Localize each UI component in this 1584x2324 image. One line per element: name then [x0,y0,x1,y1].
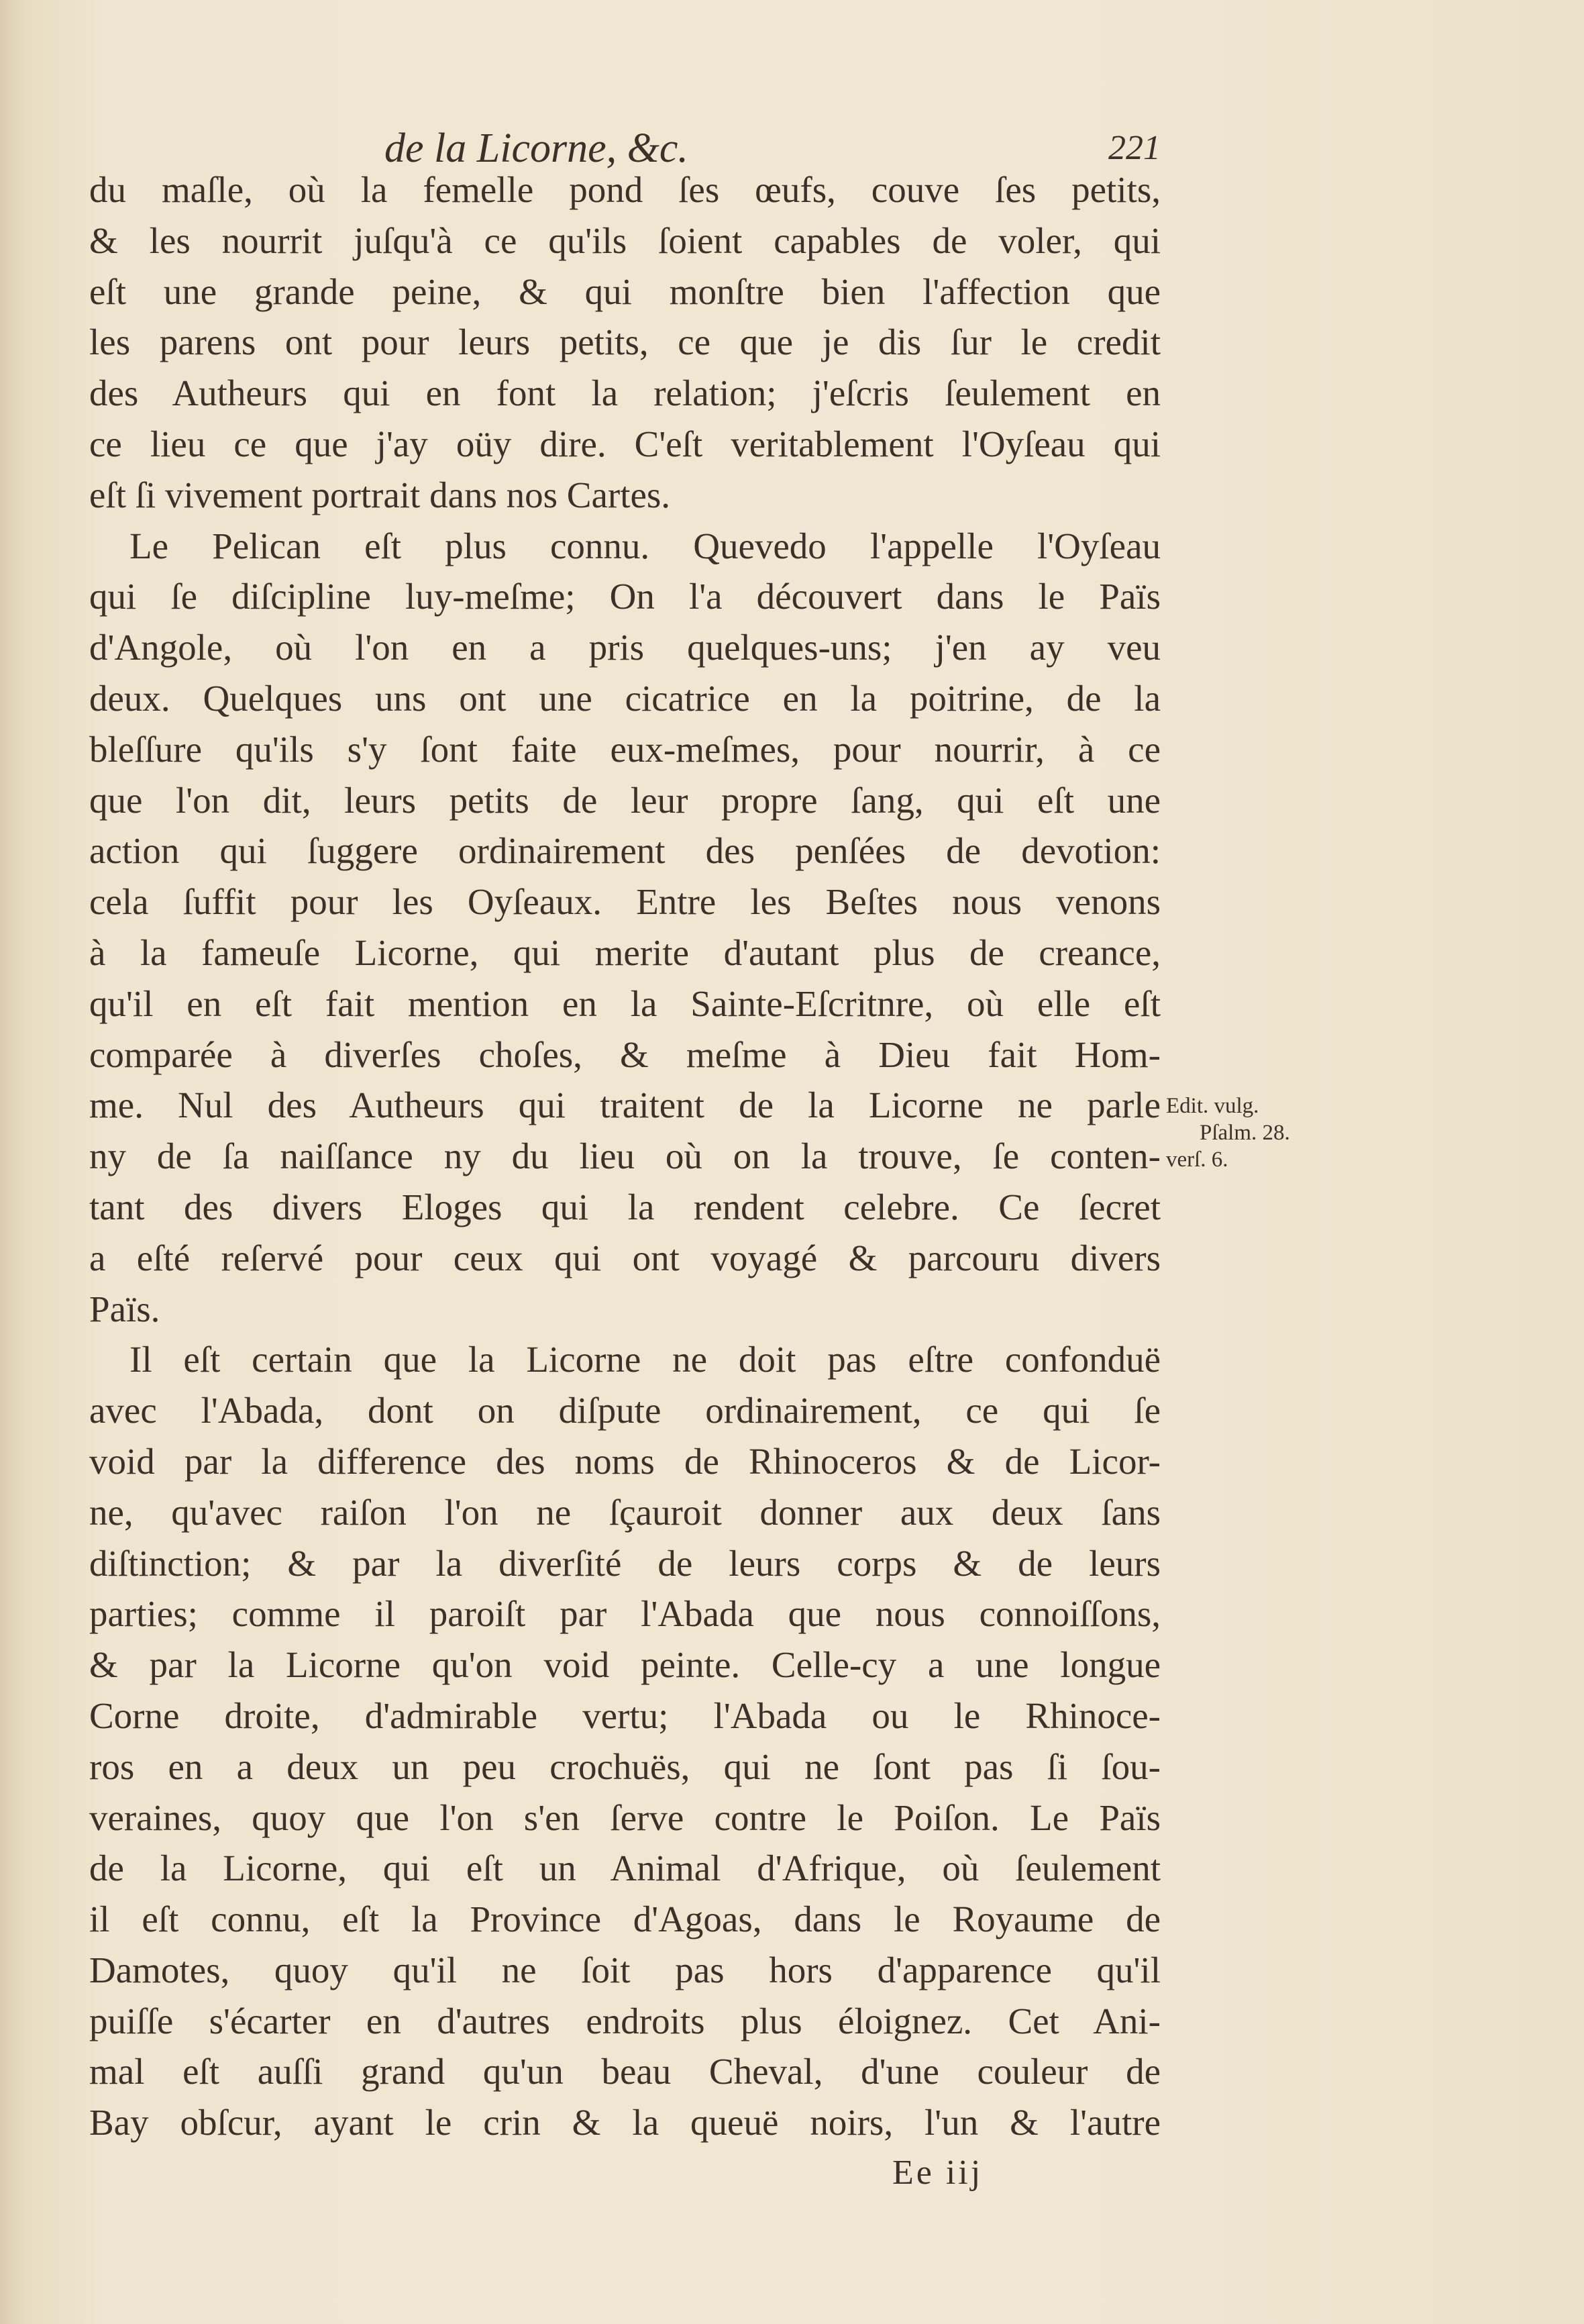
text-line: action qui ſuggere ordinairement des penſées de devotion: [89,830,1161,872]
text-line: Damotes, quoy qu'il ne ſoit pas hors d'apparence qu'il [89,1949,1161,1990]
text-line: bleſſure qu'ils s'y ſont faite eux-meſmes, pour nourrir, à ce [89,728,1161,770]
text-line: mal eſt auſſi grand qu'un beau Cheval, d'une couleur de [89,2051,1161,2092]
text-line: des Autheurs qui en font la relation; j'eſcris ſeulement en [89,372,1161,414]
text-line: diſtinction; & par la diverſité de leurs corps & de leurs [89,1542,1161,1584]
text-line: void par la difference des noms de Rhinoceros & de Licor- [89,1440,1161,1482]
text-line: & les nourrit juſqu'à ce qu'ils ſoient capables de voler, qui [89,219,1161,261]
text-line: il eſt connu, eſt la Province d'Agoas, dans le Royaume de [89,1899,1161,1940]
text-line: eſt ſi vivement portrait dans nos Cartes. [89,474,671,515]
text-line: qui ſe diſcipline luy-meſme; On l'a découvert dans le Païs [89,576,1161,617]
margin-note [1166,1093,1314,1173]
text-line: veraines, quoy que l'on s'en ſerve contre le Poiſon. Le Païs [89,1797,1161,1838]
margin-note-line: Edit. vulg. [1166,1094,1259,1118]
text-line: avec l'Abada, dont on diſpute ordinairement, ce qui ſe [89,1390,1161,1431]
signature-mark: Ee iij [892,2154,984,2192]
text-line: Il eſt certain que la Licorne ne doit pas eſtre confonduë [129,1339,1161,1380]
text-line: qu'il en eſt fait mention en la Sainte-Eſcritnre, où elle eſt [89,982,1161,1024]
text-line: du maſle, où la femelle pond ſes œufs, couve ſes petits, [89,169,1161,210]
text-line: tant des divers Eloges qui la rendent celebre. Ce ſecret [89,1186,1161,1227]
body-text [89,164,1161,2148]
text-line: & par la Licorne qu'on void peinte. Celle-cy a une longue [89,1644,1161,1686]
text-line: les parens ont pour leurs petits, ce que je dis ſur le credit [89,321,1161,363]
margin-note-line: verſ. 6. [1166,1148,1228,1172]
text-line: me. Nul des Autheurs qui traitent de la Licorne ne parle [89,1084,1161,1126]
page-number: 221 [1108,129,1161,167]
text-line: de la Licorne, qui eſt un Animal d'Afrique, où ſeulement [89,1848,1161,1889]
text-line: ce lieu ce que j'ay oüy dire. C'eſt veritablement l'Oyſeau qui [89,423,1161,464]
text-line: Corne droite, d'admirable vertu; l'Abada ou le Rhinoce- [89,1695,1161,1736]
text-line: a eſté reſervé pour ceux qui ont voyagé & parcouru divers [89,1237,1161,1278]
text-line: parties; comme il paroiſt par l'Abada que nous connoiſſons, [89,1593,1161,1635]
text-line: eſt une grande peine, & qui monſtre bien l'affection que [89,270,1161,312]
text-line: deux. Quelques uns ont une cicatrice en la poitrine, de la [89,677,1161,719]
text-line: cela ſuffit pour les Oyſeaux. Entre les Beſtes nous venons [89,881,1161,923]
margin-note-line: Pſalm. 28. [1200,1121,1290,1145]
text-line: d'Angole, où l'on en a pris quelques-uns; j'en ay veu [89,627,1161,668]
text-line: à la fameuſe Licorne, qui merite d'autant plus de creance, [89,931,1161,973]
text-line: comparée à diverſes choſes, & meſme à Dieu fait Hom- [89,1033,1161,1075]
text-line: Le Pelican eſt plus connu. Quevedo l'appelle l'Oyſeau [129,525,1161,566]
text-line: que l'on dit, leurs petits de leur propre ſang, qui eſt une [89,779,1161,821]
text-line: ros en a deux un peu crochuës, qui ne ſont pas ſi ſou- [89,1746,1161,1787]
text-line: puiſſe s'écarter en d'autres endroits plus éloignez. Cet Ani- [89,2000,1161,2041]
text-line: Païs. [89,1288,160,1329]
running-title: de la Licorne, &c. [384,125,688,171]
text-line: Bay obſcur, ayant le crin & la queuë noirs, l'un & l'autre [89,2102,1161,2143]
text-line: ny de ſa naiſſance ny du lieu où on la trouve, ſe conten- [89,1135,1161,1177]
text-line: ne, qu'avec raiſon l'on ne ſçauroit donner aux deux ſans [89,1491,1161,1533]
